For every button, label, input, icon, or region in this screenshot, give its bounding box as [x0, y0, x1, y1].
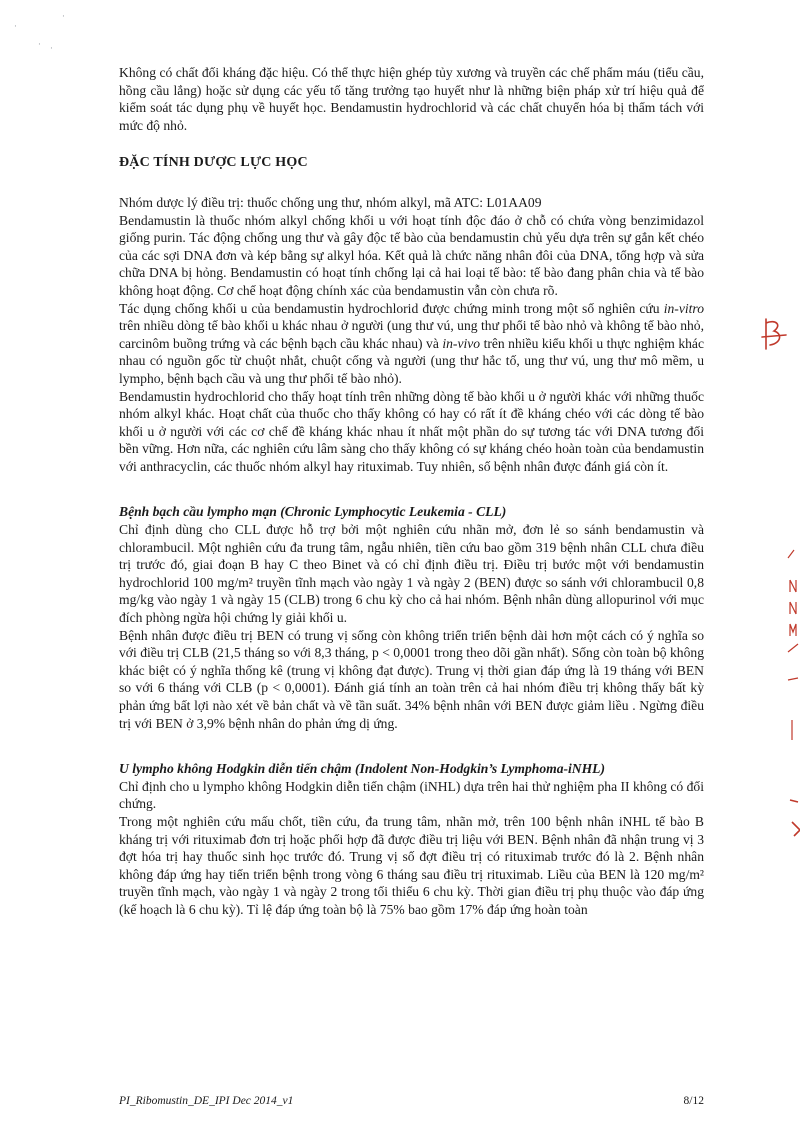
in-vitro-term: in-vitro [663, 300, 704, 316]
page-number: 8/12 [683, 1095, 704, 1107]
pharmacodynamics-paragraph-3: Bendamustin hydrochlorid cho thấy hoạt tính trên những dòng tế bào khối u ở người khác với những thuốc nhóm alkyl khác. Hoạt chất của thuốc cho thấy không có hay có rất ít đề kháng chéo với các dòng tế bào khối u ở người với các cơ chế đề kháng khác nhau ít nhất một phần do sự tương tác với DNA tương đối bền vững. Hơn nữa, các nghiên cứu lâm sàng cho thấy không có sự kháng chéo hoàn toàn của bendamustin với anthracyclin, các thuốc nhóm alkyl hay rituximab. Tuy nhiên, số bệnh nhân được đánh giá còn ít. [119, 388, 704, 474]
pharmacodynamics-paragraph-1: Bendamustin là thuốc nhóm alkyl chống khối u với hoạt tính độc đáo ở chỗ có chứa vòng benzimidazol giống purin. Tác động chống ung thư và gây độc tế bào của bendamustin chủ yếu dựa trên sự gắn kết chéo của các sợi DNA đơn và kép bằng sự alkyl hóa. Kết quả là chức năng nhân đôi của DNA, tổng hợp và sửa chữa DNA bị hỏng. Bendamustin có hoạt tính chống lại cả hai loại tế bào: tế bào đang phân chia và tế bào không hoạt động. Cơ chế hoạt động chính xác của bendamustin vẫn còn chưa rõ. [119, 212, 704, 298]
document-page: · · · · Không có chất đối kháng đặc hiệu. Có thể thực hiện ghép tủy xương và truyền các chế phẩm máu (tiểu cầu, hồng cầu lắng) hoặc sử dụng các yếu tố tăng trưởng tạo huyết như là những biện pháp xử trí hiệu quả để kiểm soát tác dụng phụ về huyết học. Bendamustin hydrochlorid và các chất chuyển hóa bị thẩm tách với mức độ nhỏ. ĐẶC TÍNH DƯỢC LỰC HỌC Nhóm dược lý điều trị: thuốc chống ung thư, nhóm alkyl, mã ATC: L01AA09 Bendamustin là thuốc nhóm alkyl chống khối u với hoạt tính độc đáo ở chỗ có chứa vòng benzimidazol giống purin. Tác động chống ung thư và gây độc tế bào của bendamustin chủ yếu dựa trên sự gắn kết chéo của các sợi DNA đơn và kép bằng sự alkyl hóa. Kết quả là chức năng nhân đôi của DNA, tổng hợp và sửa chữa DNA bị hỏng. Bendamustin có hoạt tính chống lại cả hai loại tế bào: tế bào đang phân chia và tế bào không hoạt động. Cơ chế hoạt động chính xác của bendamustin vẫn còn chưa rõ. Tác dụng chống khối u của bendamustin hydrochlorid được chứng minh trong một số nghiên cứu in-vitro trên nhiều dòng tế bào khối u khác nhau ở người (ung thư vú, ung thư phổi tế bào nhỏ và không tế bào nhỏ, carcinôm buồng trứng và các bệnh bạch cầu khác nhau) và in-vivo trên nhiều kiểu khối u thực nghiệm khác nhau có nguồn gốc từ chuột nhắt, chuột cống và người (ung thư hắc tố, ung thư vú, ung thư mô mềm, u lympho, bệnh bạch cầu và ung thư phổi tế bào nhỏ). Bendamustin hydrochlorid cho thấy hoạt tính trên những dòng tế bào khối u ở người khác với những thuốc nhóm alkyl khác. Hoạt chất của thuốc cho thấy không có hay có rất ít đề kháng chéo với các dòng tế bào khối u ở người với các cơ chế đề kháng khác nhau ít nhất một phần do sự tương tác với DNA tương đối bền vững. Hơn nữa, các nghiên cứu lâm sàng cho thấy không có sự kháng chéo hoàn toàn của bendamustin với anthracyclin, các thuốc nhóm alkyl hay rituximab. Tuy nhiên, số bệnh nhân được đánh giá còn ít. Bệnh bạch cầu lympho mạn (Chronic Lymphocytic Leukemia - CLL) Chỉ định dùng cho CLL được hỗ trợ bởi một nghiên cứu nhãn mở, đơn lẻ so sánh bendamustin và chlorambucil. Một nghiên cứu đa trung tâm, ngẫu nhiên, tiền cứu bao gồm 319 bệnh nhân CLL chưa điều trị trước đó, giai đoạn B hay C theo Binet và có chỉ định điều trị. Điều trị bước một với bendamustin hydrochlorid 100 mg/m² truyền tĩnh mạch vào ngày 1 và ngày 2 (BEN) được so sánh với chlorambucil 0,8 mg/kg vào ngày 1 và ngày 15 (CLB) trong 6 chu kỳ cho cả hai nhóm. Bệnh nhân dùng allopurinol với mục đích phòng ngừa hội chứng ly giải khối u. Bệnh nhân được điều trị BEN có trung vị sống còn không triển triển bệnh dài hơn một cách có ý nghĩa so với điều trị CLB (21,5 tháng so với 8,3 tháng, p < 0,0001 trong theo dõi gần nhất). Sống còn toàn bộ không khác biệt có ý nghĩa thống kê (trung vị không đạt được). Trung vị thời gian đáp ứng là 19 tháng với BEN so với 6 tháng với CLB (p < 0,0001). Đánh giá tính an toàn trên cả hai nhóm điều trị không thấy bất kỳ phản ứng bất lợi nào xét về bản chất và về tần suất. 34% bệnh nhân với BEN được giảm liều . Ngừng điều trị với BEN ở 3,9% bệnh nhân do phản ứng dị ứng. U lympho không Hodgkin diễn tiến chậm (Indolent Non-Hodgkin’s Lymphoma-iNHL) Chỉ định cho u lympho không Hodgkin diễn tiến chậm (iNHL) dựa trên hai thử nghiệm pha II không có đối chứng. Trong một nghiên cứu mấu chốt, tiền cứu, đa trung tâm, nhãn mở, trên 100 bệnh nhân iNHL tế bào B kháng trị với rituximab đơn trị hoặc phối hợp đã được điều trị liệu với BEN. Bệnh nhân đã nhận trung vị 3 đợt hóa trị hay thuốc sinh học trước đó. Trung vị số đợt điều trị có rituximab trước đó là 2. Bệnh nhân không đáp ứng hay tiến triển bệnh trong vòng 6 tháng sau điều trị rituximab. Liều của BEN là 120 mg/m² truyền tĩnh mạch, vào ngày 1 và ngày 2 trong tối thiểu 6 chu kỳ. Thời gian điều trị phụ thuộc vào đáp ứng (kế hoạch là 6 chu kỳ). Tỉ lệ đáp ứng toàn bộ là 75% bao gồm 17% đáp ứng hoàn toàn PI_Ribomustin_DE_IPI Dec 2014_v1 8/12 [0, 0, 800, 1127]
pd-p2-text-c: trên nhiều kiểu khối u thực nghiệm khác nhau có nguồn gốc từ chuột nhắt, chuột cống và người (ung thư hắc tố, ung thư vú, ung thư mô mềm, u lympho, bệnh bạch cầu và ung thư phổi tế bào nhỏ). [119, 335, 704, 386]
section-heading: ĐẶC TÍNH DƯỢC LỰC HỌC [119, 155, 308, 171]
intro-paragraph: Không có chất đối kháng đặc hiệu. Có thể thực hiện ghép tủy xương và truyền các chế phẩm máu (tiểu cầu, hồng cầu lắng) hoặc sử dụng các yếu tố tăng trưởng tạo huyết như là những biện pháp xử trí hiệu quả để kiểm soát tác dụng phụ về huyết học. Bendamustin hydrochlorid và các chất chuyển hóa bị thẩm tách với mức độ nhỏ. [119, 65, 704, 133]
inhl-paragraph-1: Chỉ định cho u lympho không Hodgkin diễn tiến chậm (iNHL) dựa trên hai thử nghiệm pha II không có đối chứng. [119, 778, 704, 812]
document-body [119, 64, 704, 919]
in-vivo-term: in-vivo [442, 335, 481, 351]
page-footer [119, 1095, 704, 1107]
cll-paragraph-1: Chỉ định dùng cho CLL được hỗ trợ bởi một nghiên cứu nhãn mở, đơn lẻ so sánh bendamustin và chlorambucil. Một nghiên cứu đa trung tâm, ngẫu nhiên, tiền cứu bao gồm 319 bệnh nhân CLL chưa điều trị trước đó, giai đoạn B hay C theo Binet và có chỉ định điều trị. Điều trị bước một với bendamustin hydrochlorid 100 mg/m² truyền tĩnh mạch vào ngày 1 và ngày 2 (BEN) được so sánh với chlorambucil 0,8 mg/kg vào ngày 1 và ngày 15 (CLB) trong 6 chu kỳ cho cả hai nhóm. Bệnh nhân dùng allopurinol với mục đích phòng ngừa hội chứng ly giải khối u. [119, 522, 704, 626]
handwritten-mark-icon [760, 315, 788, 355]
inhl-heading: U lympho không Hodgkin diễn tiến chậm (Indolent Non-Hodgkin’s Lymphoma-iNHL) [119, 761, 606, 777]
pd-p2-text-a: Tác dụng chống khối u của bendamustin hydrochlorid được chứng minh trong một số nghiên cứu [119, 300, 664, 316]
scan-edge-marks-icon [780, 540, 800, 860]
atc-line: Nhóm dược lý điều trị: thuốc chống ung thư, nhóm alkyl, mã ATC: L01AA09 [119, 194, 542, 210]
inhl-paragraph-2: Trong một nghiên cứu mấu chốt, tiền cứu, đa trung tâm, nhãn mở, trên 100 bệnh nhân iNHL tế bào B kháng trị với rituximab đơn trị hoặc phối hợp đã được điều trị liệu với BEN. Bệnh nhân đã nhận trung vị 3 đợt hóa trị hay thuốc sinh học trước đó. Trung vị số đợt điều trị có rituximab trước đó là 2. Bệnh nhân không đáp ứng hay tiến triển bệnh trong vòng 6 tháng sau điều trị rituximab. Liều của BEN là 120 mg/m² truyền tĩnh mạch, vào ngày 1 và ngày 2 trong tối thiểu 6 chu kỳ. Thời gian điều trị phụ thuộc vào đáp ứng (kế hoạch là 6 chu kỳ). Tỉ lệ đáp ứng toàn bộ là 75% bao gồm 17% đáp ứng hoàn toàn [119, 813, 704, 917]
pharmacodynamics-paragraph-2 [119, 300, 704, 388]
footer-document-id: PI_Ribomustin_DE_IPI Dec 2014_v1 [119, 1095, 294, 1107]
pd-p2-text-b: trên nhiều dòng tế bào khối u khác nhau ở người (ung thư vú, ung thư phổi tế bào nhỏ và không tế bào nhỏ, carcinôm buồng trứng và các bệnh bạch cầu khác nhau) và [119, 318, 704, 351]
cll-paragraph-2: Bệnh nhân được điều trị BEN có trung vị sống còn không triển triển bệnh dài hơn một cách có ý nghĩa so với điều trị CLB (21,5 tháng so với 8,3 tháng, p < 0,0001 trong theo dõi gần nhất). Sống còn toàn bộ không khác biệt có ý nghĩa thống kê (trung vị không đạt được). Trung vị thời gian đáp ứng là 19 tháng với BEN so với 6 tháng với CLB (p < 0,0001). Đánh giá tính an toàn trên cả hai nhóm điều trị không thấy bất kỳ phản ứng bất lợi nào xét về bản chất và về tần suất. 34% bệnh nhân với BEN được giảm liều . Ngừng điều trị với BEN ở 3,9% bệnh nhân do phản ứng dị ứng. [119, 627, 704, 731]
cll-heading: Bệnh bạch cầu lympho mạn (Chronic Lymphocytic Leukemia - CLL) [119, 504, 507, 520]
